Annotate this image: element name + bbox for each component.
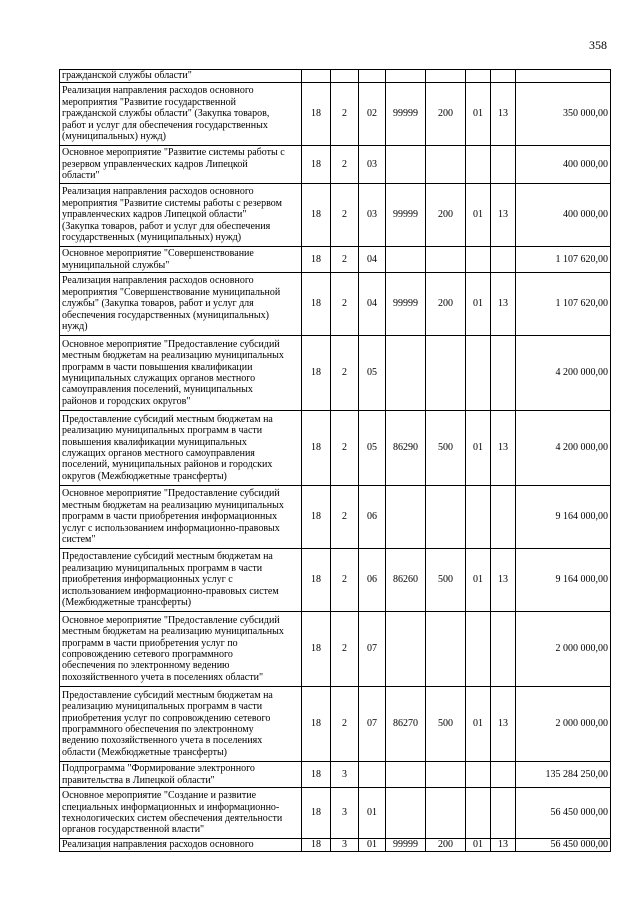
cell-code-4 <box>386 788 426 839</box>
cell-code-5 <box>426 788 466 839</box>
row-name: гражданской службы области" <box>60 70 302 83</box>
cell-amount: 400 000,00 <box>516 146 611 184</box>
table-row <box>60 612 611 687</box>
cell-code-2: 2 <box>331 549 359 612</box>
row-name: Реализация направления расходов основного мероприятия "Развитие системы работы с резервом управленческих кадров Липецкой области" (Закупка товаров, работ и услуг для обеспечения государственных (муниципальных) нужд) <box>60 184 302 247</box>
table-row <box>60 146 611 184</box>
table-row <box>60 184 611 247</box>
cell-code-5 <box>426 146 466 184</box>
cell-code-4: 86260 <box>386 549 426 612</box>
table-row <box>60 83 611 146</box>
cell-code-6 <box>466 336 491 411</box>
cell-code-4: 99999 <box>386 83 426 146</box>
cell-code-3: 02 <box>359 83 386 146</box>
row-name: Основное мероприятие "Создание и развитие специальных информационных и информационно- технологических систем обеспечения деятельности органов государственной власти" <box>60 788 302 839</box>
cell-code-3: 03 <box>359 146 386 184</box>
cell-code-6 <box>466 788 491 839</box>
cell-code-5: 500 <box>426 549 466 612</box>
cell-code-2: 2 <box>331 83 359 146</box>
cell-code-3: 04 <box>359 273 386 336</box>
cell-code-7: 13 <box>491 839 516 852</box>
table-row <box>60 336 611 411</box>
cell-code-7 <box>491 336 516 411</box>
cell-code-2: 2 <box>331 612 359 687</box>
cell-code-1: 18 <box>302 486 331 549</box>
cell-code-6 <box>466 146 491 184</box>
cell-code-7 <box>491 70 516 83</box>
cell-code-2: 2 <box>331 486 359 549</box>
cell-code-2: 3 <box>331 839 359 852</box>
cell-code-2: 2 <box>331 146 359 184</box>
cell-code-4 <box>386 70 426 83</box>
cell-code-7: 13 <box>491 273 516 336</box>
cell-code-1: 18 <box>302 336 331 411</box>
cell-code-4 <box>386 612 426 687</box>
cell-code-2: 2 <box>331 273 359 336</box>
cell-code-6: 01 <box>466 839 491 852</box>
table-row <box>60 411 611 486</box>
cell-code-3 <box>359 70 386 83</box>
cell-code-4: 99999 <box>386 273 426 336</box>
cell-code-1: 18 <box>302 762 331 788</box>
cell-amount: 400 000,00 <box>516 184 611 247</box>
cell-code-6: 01 <box>466 184 491 247</box>
cell-code-3: 07 <box>359 687 386 762</box>
table-row <box>60 788 611 839</box>
cell-code-2 <box>331 70 359 83</box>
row-name: Реализация направления расходов основного <box>60 839 302 852</box>
cell-code-7 <box>491 762 516 788</box>
cell-code-2: 2 <box>331 411 359 486</box>
cell-code-2: 2 <box>331 336 359 411</box>
row-name: Предоставление субсидий местным бюджетам на реализацию муниципальных программ в части приобретения информационных услуг с использованием информационно-правовых систем (Межбюджетные трансферты) <box>60 549 302 612</box>
cell-code-5: 500 <box>426 687 466 762</box>
cell-code-5 <box>426 247 466 273</box>
cell-code-6 <box>466 762 491 788</box>
table-row <box>60 839 611 852</box>
table-row <box>60 70 611 83</box>
cell-code-7: 13 <box>491 184 516 247</box>
cell-code-1: 18 <box>302 411 331 486</box>
cell-code-3: 07 <box>359 612 386 687</box>
cell-code-6: 01 <box>466 273 491 336</box>
cell-code-7 <box>491 486 516 549</box>
cell-code-5 <box>426 70 466 83</box>
cell-code-1: 18 <box>302 247 331 273</box>
cell-code-1: 18 <box>302 687 331 762</box>
cell-code-2: 3 <box>331 788 359 839</box>
cell-code-1: 18 <box>302 83 331 146</box>
cell-code-5: 200 <box>426 83 466 146</box>
cell-code-3: 01 <box>359 839 386 852</box>
table-row <box>60 486 611 549</box>
cell-code-6: 01 <box>466 687 491 762</box>
cell-code-4 <box>386 762 426 788</box>
cell-code-4: 99999 <box>386 839 426 852</box>
cell-code-2: 2 <box>331 687 359 762</box>
cell-code-7: 13 <box>491 687 516 762</box>
row-name: Основное мероприятие "Развитие системы работы с резервом управленческих кадров Липецкой области" <box>60 146 302 184</box>
cell-amount <box>516 70 611 83</box>
cell-code-4: 86290 <box>386 411 426 486</box>
cell-amount: 1 107 620,00 <box>516 273 611 336</box>
cell-amount: 9 164 000,00 <box>516 549 611 612</box>
cell-amount: 4 200 000,00 <box>516 411 611 486</box>
row-name: Основное мероприятие "Предоставление субсидий местным бюджетам на реализацию муниципальных программ в части повышения квалификации муниципальных служащих органов местного самоуправления поселений, муниципальных районов и городских округов" <box>60 336 302 411</box>
cell-code-7: 13 <box>491 83 516 146</box>
budget-table <box>59 69 611 852</box>
row-name: Основное мероприятие "Предоставление субсидий местным бюджетам на реализацию муниципальных программ в части приобретения услуг по сопровождению сетевого программного обеспечения по электронному ведению похозяйственного учета в поселениях области" <box>60 612 302 687</box>
row-name: Основное мероприятие "Совершенствование муниципальной службы" <box>60 247 302 273</box>
cell-amount: 4 200 000,00 <box>516 336 611 411</box>
cell-code-3: 04 <box>359 247 386 273</box>
cell-amount: 1 107 620,00 <box>516 247 611 273</box>
cell-code-2: 2 <box>331 184 359 247</box>
cell-amount: 56 450 000,00 <box>516 788 611 839</box>
cell-code-4: 99999 <box>386 184 426 247</box>
page-number: 358 <box>589 38 607 52</box>
row-name: Основное мероприятие "Предоставление субсидий местным бюджетам на реализацию муниципальных программ в части приобретения информационных услуг с использованием информационно-правовых систем" <box>60 486 302 549</box>
cell-code-6: 01 <box>466 549 491 612</box>
cell-code-5 <box>426 486 466 549</box>
cell-code-5 <box>426 762 466 788</box>
cell-code-1: 18 <box>302 184 331 247</box>
row-name: Предоставление субсидий местным бюджетам на реализацию муниципальных программ в части приобретения услуг по сопровождению сетевого программного обеспечения по электронному ведению похозяйственного учета в поселениях области (Межбюджетные трансферты) <box>60 687 302 762</box>
cell-amount: 9 164 000,00 <box>516 486 611 549</box>
cell-code-7 <box>491 146 516 184</box>
cell-amount: 135 284 250,00 <box>516 762 611 788</box>
cell-code-6: 01 <box>466 83 491 146</box>
cell-code-6: 01 <box>466 411 491 486</box>
cell-code-4 <box>386 486 426 549</box>
cell-code-6 <box>466 612 491 687</box>
table-row <box>60 549 611 612</box>
table-row <box>60 687 611 762</box>
cell-code-4 <box>386 336 426 411</box>
cell-code-5: 500 <box>426 411 466 486</box>
cell-code-3 <box>359 762 386 788</box>
cell-code-5 <box>426 612 466 687</box>
table-row <box>60 273 611 336</box>
cell-code-1 <box>302 70 331 83</box>
cell-code-3: 05 <box>359 411 386 486</box>
cell-code-1: 18 <box>302 788 331 839</box>
cell-code-6 <box>466 486 491 549</box>
row-name: Предоставление субсидий местным бюджетам на реализацию муниципальных программ в части повышения квалификации муниципальных служащих органов местного самоуправления поселений, муниципальных районов и городских округов (Межбюджетные трансферты) <box>60 411 302 486</box>
cell-code-6 <box>466 70 491 83</box>
cell-code-7: 13 <box>491 411 516 486</box>
cell-code-6 <box>466 247 491 273</box>
cell-code-3: 06 <box>359 549 386 612</box>
row-name: Реализация направления расходов основного мероприятия "Развитие государственной гражданской службы области" (Закупка товаров, работ и услуг для обеспечения государственных (муниципальных) нужд) <box>60 83 302 146</box>
cell-amount: 56 450 000,00 <box>516 839 611 852</box>
cell-code-3: 03 <box>359 184 386 247</box>
cell-code-1: 18 <box>302 612 331 687</box>
cell-code-3: 05 <box>359 336 386 411</box>
row-name: Реализация направления расходов основного мероприятия "Совершенствование муниципальной службы" (Закупка товаров, работ и услуг для обеспечения государственных (муниципальных) нужд) <box>60 273 302 336</box>
cell-code-4 <box>386 146 426 184</box>
row-name: Подпрограмма "Формирование электронного правительства в Липецкой области" <box>60 762 302 788</box>
cell-code-5: 200 <box>426 184 466 247</box>
cell-code-2: 3 <box>331 762 359 788</box>
cell-code-3: 06 <box>359 486 386 549</box>
cell-code-4 <box>386 247 426 273</box>
table-row <box>60 247 611 273</box>
cell-amount: 350 000,00 <box>516 83 611 146</box>
cell-code-1: 18 <box>302 549 331 612</box>
cell-code-5 <box>426 336 466 411</box>
cell-code-7 <box>491 612 516 687</box>
cell-code-1: 18 <box>302 839 331 852</box>
cell-amount: 2 000 000,00 <box>516 687 611 762</box>
cell-amount: 2 000 000,00 <box>516 612 611 687</box>
cell-code-7 <box>491 247 516 273</box>
cell-code-2: 2 <box>331 247 359 273</box>
cell-code-1: 18 <box>302 146 331 184</box>
cell-code-5: 200 <box>426 273 466 336</box>
cell-code-7 <box>491 788 516 839</box>
cell-code-5: 200 <box>426 839 466 852</box>
table-row <box>60 762 611 788</box>
cell-code-3: 01 <box>359 788 386 839</box>
cell-code-4: 86270 <box>386 687 426 762</box>
cell-code-7: 13 <box>491 549 516 612</box>
cell-code-1: 18 <box>302 273 331 336</box>
